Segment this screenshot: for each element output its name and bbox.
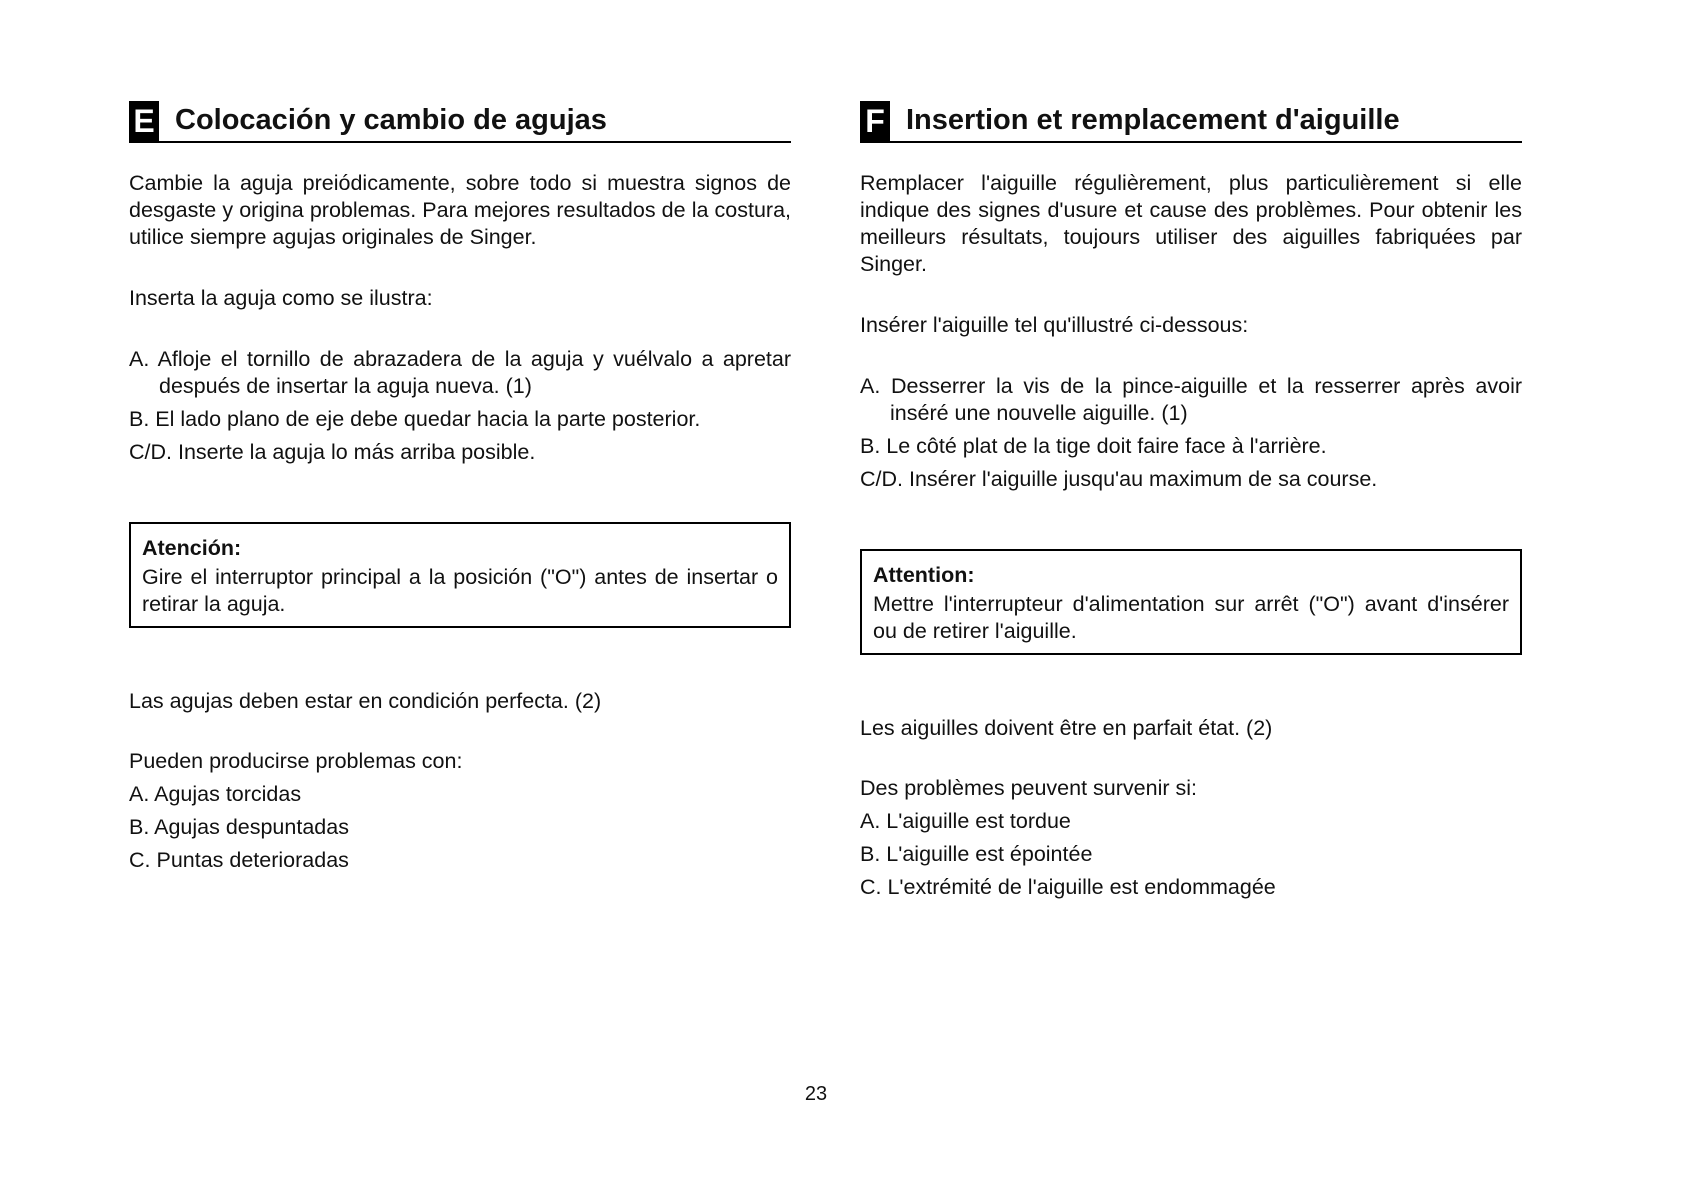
spanish-attention-box	[129, 522, 791, 628]
page-number: 23	[804, 1083, 828, 1105]
spanish-intro: Cambie la aguja preiódicamente, sobre todo si muestra signos de desgaste y origina problemas. Para mejores resultados de la costura, utilice siempre agujas originales de Singer.	[129, 171, 791, 249]
spanish-problems-list	[129, 781, 791, 874]
spanish-section	[129, 101, 791, 874]
french-attention-box	[860, 549, 1522, 655]
french-problems-intro: Des problèmes peuvent survenir si:	[860, 776, 1197, 800]
french-title: Insertion et remplacement d'aiguille	[906, 104, 1400, 136]
spanish-attention-text: Gire el interruptor principal a la posición ("O") antes de insertar o retirar la aguja.	[142, 565, 778, 616]
spanish-title: Colocación y cambio de agujas	[175, 104, 607, 136]
french-problem-c: C. L'extrémité de l'aiguille est endommagée	[860, 875, 1276, 899]
french-insert-intro: Insérer l'aiguille tel qu'illustré ci-dessous:	[860, 313, 1249, 337]
french-step-a: A. Desserrer la vis de la pince-aiguille et la resserrer après avoir inséré une nouvelle aiguille. (1)	[860, 374, 1522, 425]
spanish-problems-intro: Pueden producirse problemas con:	[129, 749, 463, 773]
spanish-condition: Las agujas deben estar en condición perfecta. (2)	[129, 689, 602, 713]
french-step-b: B. Le côté plat de la tige doit faire face à l'arrière.	[860, 434, 1327, 458]
spanish-problem-a: A. Agujas torcidas	[129, 782, 302, 806]
french-problem-a: A. L'aiguille est tordue	[860, 809, 1071, 833]
spanish-insert-intro: Inserta la aguja como se ilustra:	[129, 286, 433, 310]
french-language-badge: F	[860, 101, 890, 141]
french-problem-b: B. L'aiguille est épointée	[860, 842, 1093, 866]
french-step-cd: C/D. Insérer l'aiguille jusqu'au maximum de sa course.	[860, 467, 1378, 491]
spanish-heading	[129, 101, 791, 143]
french-condition: Les aiguilles doivent être en parfait état. (2)	[860, 716, 1273, 740]
spanish-step-a: A. Afloje el tornillo de abrazadera de la aguja y vuélvalo a apretar después de insertar la aguja nueva. (1)	[129, 347, 791, 398]
spanish-language-badge: E	[129, 101, 159, 141]
spanish-steps	[129, 346, 791, 466]
french-section	[860, 101, 1522, 901]
french-heading	[860, 101, 1522, 143]
spanish-step-cd: C/D. Inserte la aguja lo más arriba posible.	[129, 440, 536, 464]
spanish-problem-c: C. Puntas deterioradas	[129, 848, 349, 872]
spanish-attention-title: Atención:	[142, 536, 242, 560]
french-problems-list	[860, 808, 1522, 901]
french-intro: Remplacer l'aiguille régulièrement, plus particulièrement si elle indique des signes d'usure et cause des problèmes. Pour obtenir les meilleurs résultats, toujours utiliser des aiguilles fabriquées par Singer.	[860, 171, 1522, 276]
french-attention-title: Attention:	[873, 563, 975, 587]
french-steps	[860, 373, 1522, 493]
french-attention-text: Mettre l'interrupteur d'alimentation sur arrêt ("O") avant d'insérer ou de retirer l'aiguille.	[873, 592, 1509, 643]
spanish-step-b: B. El lado plano de eje debe quedar hacia la parte posterior.	[129, 407, 701, 431]
spanish-problem-b: B. Agujas despuntadas	[129, 815, 349, 839]
